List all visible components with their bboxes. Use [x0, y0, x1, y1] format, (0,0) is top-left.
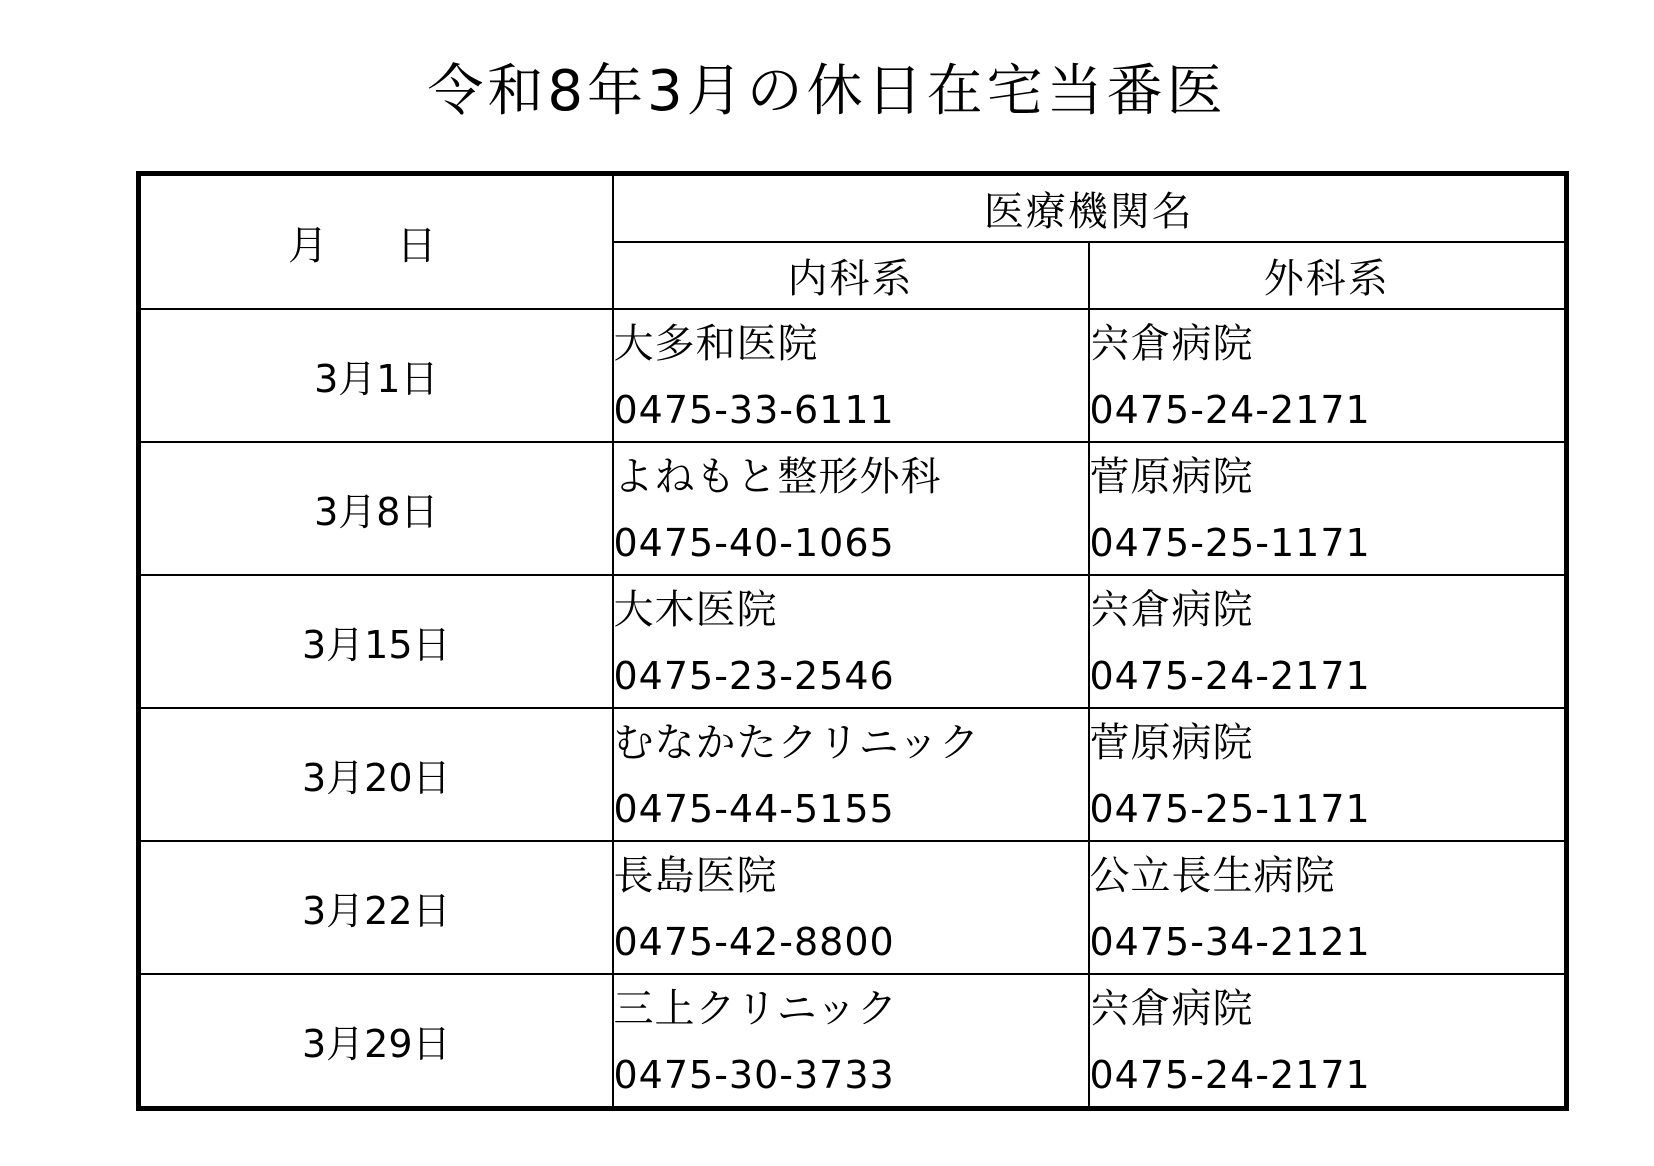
- internal-clinic-cell: [613, 442, 1089, 575]
- clinic-name: 菅原病院: [1089, 720, 1254, 766]
- clinic-phone: 0475-24-2171: [1089, 388, 1371, 432]
- header-internal-medicine: 内科系: [613, 242, 1089, 309]
- date-cell: 3月29日: [139, 974, 613, 1109]
- internal-clinic-cell: [613, 575, 1089, 708]
- surgical-clinic-cell: [1089, 708, 1567, 841]
- surgical-clinic-cell: [1089, 442, 1567, 575]
- header-surgery: 外科系: [1089, 242, 1567, 309]
- table-row: [139, 575, 1567, 708]
- clinic-name: むなかたクリニック: [613, 720, 981, 766]
- surgical-clinic-cell: [1089, 974, 1567, 1109]
- clinic-phone: 0475-33-6111: [613, 388, 895, 432]
- clinic-phone: 0475-24-2171: [1089, 654, 1371, 698]
- surgical-clinic-cell: [1089, 309, 1567, 442]
- clinic-name: よねもと整形外科: [613, 454, 942, 500]
- date-cell: 3月22日: [139, 841, 613, 974]
- clinic-name: 長島医院: [613, 853, 778, 899]
- clinic-phone: 0475-23-2546: [613, 654, 895, 698]
- header-institution-name: 医療機関名: [613, 174, 1567, 243]
- date-cell: 3月15日: [139, 575, 613, 708]
- date-cell: 3月1日: [139, 309, 613, 442]
- surgical-clinic-cell: [1089, 841, 1567, 974]
- header-date: 月 日: [139, 174, 613, 310]
- table-row: [139, 708, 1567, 841]
- table-row: [139, 974, 1567, 1109]
- clinic-name: 大木医院: [613, 587, 778, 633]
- clinic-phone: 0475-25-1171: [1089, 787, 1371, 831]
- clinic-phone: 0475-24-2171: [1089, 1053, 1371, 1097]
- on-call-schedule-table: [136, 171, 1569, 1111]
- table-header: [139, 174, 1567, 310]
- clinic-name: 宍倉病院: [1089, 986, 1254, 1032]
- clinic-phone: 0475-40-1065: [613, 521, 895, 565]
- clinic-phone: 0475-44-5155: [613, 787, 895, 831]
- date-cell: 3月8日: [139, 442, 613, 575]
- clinic-name: 大多和医院: [613, 321, 819, 367]
- clinic-name: 菅原病院: [1089, 454, 1254, 500]
- clinic-phone: 0475-34-2121: [1089, 920, 1371, 964]
- internal-clinic-cell: [613, 708, 1089, 841]
- clinic-name: 宍倉病院: [1089, 321, 1254, 367]
- table-body: [139, 309, 1567, 1109]
- clinic-phone: 0475-42-8800: [613, 920, 895, 964]
- table-row: [139, 309, 1567, 442]
- clinic-name: 宍倉病院: [1089, 587, 1254, 633]
- surgical-clinic-cell: [1089, 575, 1567, 708]
- clinic-phone: 0475-30-3733: [613, 1053, 895, 1097]
- clinic-name: 公立長生病院: [1089, 853, 1336, 899]
- internal-clinic-cell: [613, 309, 1089, 442]
- page-title: 令和8年3月の休日在宅当番医: [427, 59, 1227, 124]
- clinic-name: 三上クリニック: [613, 986, 899, 1032]
- date-cell: 3月20日: [139, 708, 613, 841]
- internal-clinic-cell: [613, 841, 1089, 974]
- internal-clinic-cell: [613, 974, 1089, 1109]
- table-row: [139, 442, 1567, 575]
- clinic-phone: 0475-25-1171: [1089, 521, 1371, 565]
- table-row: [139, 841, 1567, 974]
